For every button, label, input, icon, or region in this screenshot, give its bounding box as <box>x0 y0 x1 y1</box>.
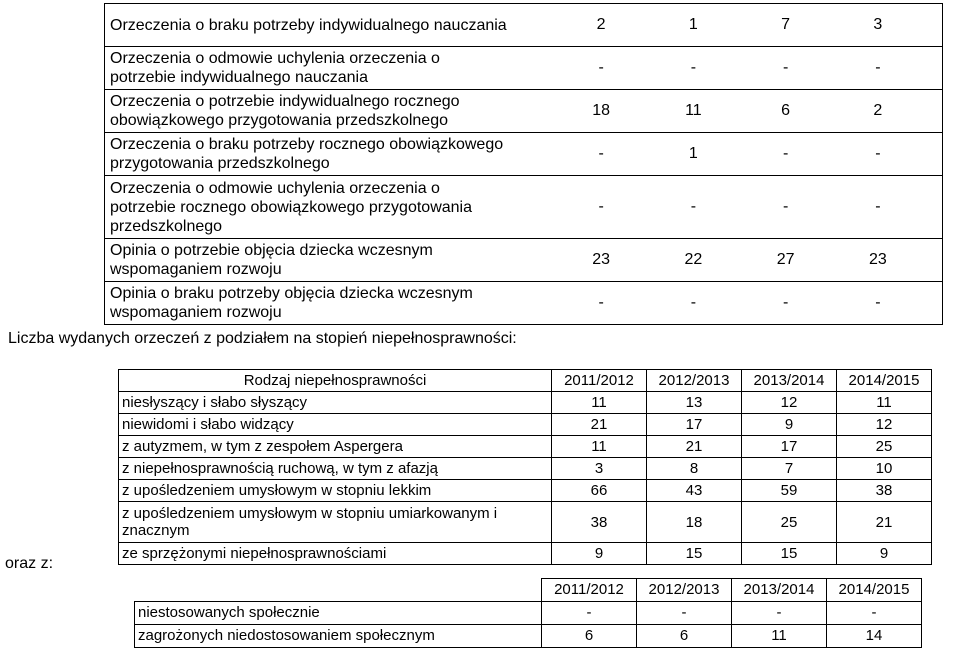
cell-value: - <box>598 145 604 162</box>
row-label: Orzeczenia o odmowie uchylenia orzeczenia o potrzebie rocznego obowiązkowego przygotowania przedszkolnego <box>105 176 516 239</box>
cell-value: 15 <box>742 543 837 565</box>
row-label: Orzeczenia o odmowie uchylenia orzeczenia o potrzebie indywidualnego nauczania <box>105 47 516 90</box>
row-label: Orzeczenia o braku potrzeby rocznego obowiązkowego przygotowania przedszkolnego <box>105 133 516 176</box>
cell-value: 27 <box>776 251 795 268</box>
cell-value: 11 <box>837 392 932 414</box>
header-row <box>135 579 922 602</box>
cell-value: - <box>875 145 881 162</box>
cell-value: 9 <box>742 414 837 436</box>
row-label: niesłyszący i słabo słyszący <box>119 392 552 414</box>
disability-table <box>118 369 932 565</box>
column-header: 2013/2014 <box>732 579 827 602</box>
cell-value: 21 <box>837 502 932 543</box>
cell-value: - <box>827 602 922 625</box>
row-label: Orzeczenia o potrzebie indywidualnego rocznego obowiązkowego przygotowania przedszkolnego <box>105 90 516 133</box>
table-row <box>135 602 922 625</box>
column-header: 2011/2012 <box>542 579 637 602</box>
column-header: 2011/2012 <box>552 370 647 392</box>
table-row <box>105 47 943 90</box>
empty-corner <box>135 579 542 602</box>
oraz-label: oraz z: <box>5 555 54 572</box>
table-row <box>105 4 943 47</box>
cell-value: 3 <box>873 16 883 33</box>
cell-value: - <box>875 59 881 76</box>
row-label: zagrożonych niedostosowaniem społecznym <box>135 625 542 648</box>
disability-caption: Liczba wydanych orzeczeń z podziałem na stopień niepełnosprawności: <box>8 330 517 347</box>
cell-value: 11 <box>732 625 827 648</box>
table-row <box>135 625 922 648</box>
column-header: Rodzaj niepełnosprawności <box>119 370 552 392</box>
cell-value: 10 <box>837 458 932 480</box>
cell-value: 2 <box>596 16 606 33</box>
cell-value: 9 <box>837 543 932 565</box>
row-label: z niepełnosprawnością ruchową, w tym z afazją <box>119 458 552 480</box>
cell-value: 15 <box>647 543 742 565</box>
table-row <box>119 414 932 436</box>
row-label: z upośledzeniem umysłowym w stopniu umiarkowanym i znacznym <box>119 502 552 543</box>
cell-value: 23 <box>592 251 611 268</box>
row-values <box>515 239 943 282</box>
cell-value: - <box>690 198 697 215</box>
cell-value: 6 <box>542 625 637 648</box>
cell-value: 1 <box>688 16 698 33</box>
decisions-table <box>104 3 943 325</box>
row-label: Opinia o braku potrzeby objęcia dziecka wczesnym wspomaganiem rozwoju <box>105 282 516 325</box>
cell-value: 25 <box>742 502 837 543</box>
cell-value: 14 <box>827 625 922 648</box>
cell-value: 25 <box>837 436 932 458</box>
cell-value: - <box>732 602 827 625</box>
cell-value: 1 <box>688 145 698 162</box>
cell-value: 43 <box>647 480 742 502</box>
column-header: 2014/2015 <box>827 579 922 602</box>
cell-value: 9 <box>552 543 647 565</box>
cell-value: 17 <box>647 414 742 436</box>
row-label: niewidomi i słabo widzący <box>119 414 552 436</box>
social-maladjustment-table <box>134 578 922 648</box>
column-header: 2013/2014 <box>742 370 837 392</box>
row-values <box>515 90 943 133</box>
cell-value: - <box>598 59 604 76</box>
cell-value: 59 <box>742 480 837 502</box>
cell-value: - <box>875 198 881 215</box>
cell-value: - <box>875 294 881 311</box>
cell-value: 7 <box>742 458 837 480</box>
column-header: 2012/2013 <box>637 579 732 602</box>
column-header: 2014/2015 <box>837 370 932 392</box>
cell-value: 11 <box>552 392 647 414</box>
row-label: Orzeczenia o braku potrzeby indywidualnego nauczania <box>105 4 516 47</box>
cell-value: - <box>782 294 789 311</box>
cell-value: 11 <box>552 436 647 458</box>
cell-value: 66 <box>552 480 647 502</box>
cell-value: - <box>598 198 604 215</box>
column-header: 2012/2013 <box>647 370 742 392</box>
cell-value: 6 <box>637 625 732 648</box>
cell-value: 6 <box>781 102 791 119</box>
cell-value: 13 <box>647 392 742 414</box>
row-values <box>515 47 943 90</box>
cell-value: 7 <box>781 16 791 33</box>
cell-value: - <box>598 294 604 311</box>
cell-value: 17 <box>742 436 837 458</box>
table-row <box>119 502 932 543</box>
cell-value: 18 <box>592 102 611 119</box>
cell-value: 38 <box>552 502 647 543</box>
cell-value: 3 <box>552 458 647 480</box>
table-row <box>105 176 943 239</box>
table-row <box>105 239 943 282</box>
cell-value: - <box>690 294 697 311</box>
row-values <box>515 4 943 47</box>
cell-value: 22 <box>684 251 703 268</box>
cell-value: - <box>542 602 637 625</box>
header-row <box>119 370 932 392</box>
table-row <box>119 458 932 480</box>
table-row <box>105 282 943 325</box>
cell-value: 23 <box>868 251 887 268</box>
table-row <box>119 543 932 565</box>
cell-value: 38 <box>837 480 932 502</box>
cell-value: 12 <box>742 392 837 414</box>
cell-value: 2 <box>873 102 883 119</box>
row-values <box>515 282 943 325</box>
cell-value: 11 <box>685 102 702 119</box>
cell-value: - <box>782 59 789 76</box>
cell-value: 8 <box>647 458 742 480</box>
cell-value: 21 <box>647 436 742 458</box>
cell-value: - <box>637 602 732 625</box>
cell-value: - <box>782 198 789 215</box>
row-label: ze sprzężonymi niepełnosprawnościami <box>119 543 552 565</box>
table-row <box>119 392 932 414</box>
table-row <box>119 436 932 458</box>
row-values <box>515 133 943 176</box>
table-row <box>119 480 932 502</box>
cell-value: 21 <box>552 414 647 436</box>
row-label: z autyzmem, w tym z zespołem Aspergera <box>119 436 552 458</box>
row-label: niestosowanych społecznie <box>135 602 542 625</box>
cell-value: 18 <box>647 502 742 543</box>
row-label: z upośledzeniem umysłowym w stopniu lekkim <box>119 480 552 502</box>
row-values <box>515 176 943 239</box>
cell-value: 12 <box>837 414 932 436</box>
table-row <box>105 90 943 133</box>
table-row <box>105 133 943 176</box>
cell-value: - <box>782 145 789 162</box>
cell-value: - <box>690 59 697 76</box>
row-label: Opinia o potrzebie objęcia dziecka wczesnym wspomaganiem rozwoju <box>105 239 516 282</box>
